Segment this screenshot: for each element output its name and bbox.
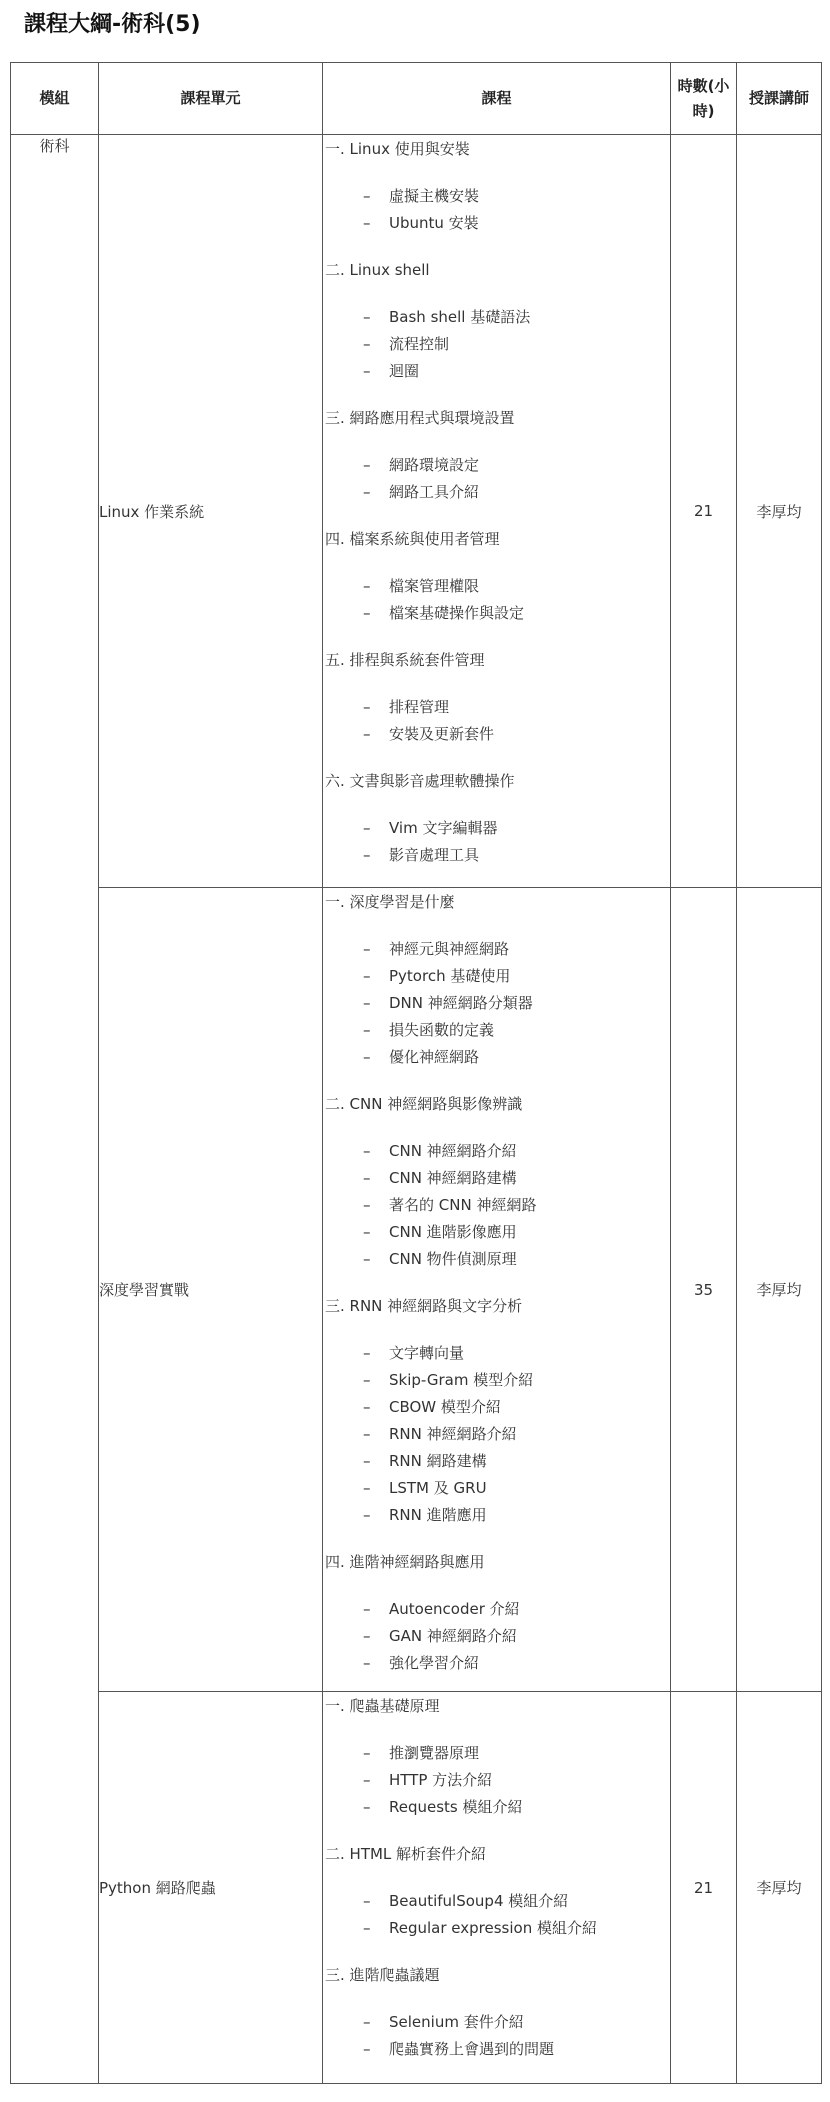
table-body [11,135,822,2084]
section-title: 三. 網路應用程式與環境設置 [325,409,515,427]
syllabus-table [10,62,822,2084]
dash-bullet-icon: – [363,1798,371,1816]
list-item-text: LSTM 及 GRU [389,1479,487,1497]
section-title: 二. Linux shell [325,261,430,279]
section-title: 二. HTML 解析套件介紹 [325,1845,487,1863]
topic-list [323,936,670,1071]
list-item-text: Bash shell 基礎語法 [389,308,531,326]
list-item [323,1394,670,1421]
dash-bullet-icon: – [363,1479,371,1497]
dash-bullet-icon: – [363,698,371,716]
list-item [323,358,670,385]
list-item [323,815,670,842]
dash-bullet-icon: – [363,335,371,353]
section-title: 六. 文書與影音處理軟體操作 [325,772,515,790]
unit-cell: Python 網路爬蟲 [99,1692,323,2084]
dash-bullet-icon: – [363,362,371,380]
unit-cell: 深度學習實戰 [99,888,323,1692]
list-item [323,1502,670,1529]
dash-bullet-icon: – [363,1169,371,1187]
list-item-text: CNN 進階影像應用 [389,1223,517,1241]
list-item [323,1596,670,1623]
list-item-text: Skip-Gram 模型介紹 [389,1371,534,1389]
topic-list [323,573,670,627]
section-title: 一. 爬蟲基礎原理 [325,1697,440,1715]
dash-bullet-icon: – [363,2013,371,2031]
list-item [323,1475,670,1502]
list-item-text: CNN 神經網路介紹 [389,1142,517,1160]
dash-bullet-icon: – [363,1744,371,1762]
list-item [323,183,670,210]
list-item-text: 網路工具介紹 [389,483,480,501]
list-item [323,573,670,600]
list-item-text: Selenium 套件介紹 [389,2013,524,2031]
list-item-text: CBOW 模型介紹 [389,1398,501,1416]
table-row [11,888,822,1692]
list-item-text: 排程管理 [389,698,450,716]
list-item [323,1246,670,1273]
list-item [323,1138,670,1165]
dash-bullet-icon: – [363,456,371,474]
list-item [323,1794,670,1821]
list-item [323,694,670,721]
list-item [323,1367,670,1394]
dash-bullet-icon: – [363,1654,371,1672]
dash-bullet-icon: – [363,1627,371,1645]
teacher-cell: 李厚均 [737,135,822,888]
topic-list [323,183,670,237]
dash-bullet-icon: – [363,2040,371,2058]
dash-bullet-icon: – [363,846,371,864]
list-item-text: 安裝及更新套件 [389,725,495,743]
list-item [323,210,670,237]
list-item [323,1044,670,1071]
list-item-text: 神經元與神經網路 [389,940,510,958]
list-item [323,1219,670,1246]
dash-bullet-icon: – [363,1223,371,1241]
list-item-text: Ubuntu 安裝 [389,214,479,232]
list-item-text: 檔案管理權限 [389,577,480,595]
list-item [323,600,670,627]
list-item-text: Vim 文字編輯器 [389,819,498,837]
unit-cell: Linux 作業系統 [99,135,323,888]
dash-bullet-icon: – [363,1892,371,1910]
section-title: 三. 進階爬蟲議題 [325,1966,440,1984]
list-item [323,452,670,479]
dash-bullet-icon: – [363,1919,371,1937]
dash-bullet-icon: – [363,1506,371,1524]
header-row [11,63,822,135]
list-item [323,936,670,963]
list-item-text: DNN 神經網路分類器 [389,994,533,1012]
dash-bullet-icon: – [363,1425,371,1443]
list-item [323,304,670,331]
dash-bullet-icon: – [363,483,371,501]
section-title: 四. 檔案系統與使用者管理 [325,530,500,548]
list-item-text: Autoencoder 介紹 [389,1600,520,1618]
dash-bullet-icon: – [363,604,371,622]
topic-list [323,815,670,869]
topic-list [323,452,670,506]
topic-list [323,1596,670,1677]
section-title: 二. CNN 神經網路與影像辨識 [325,1095,523,1113]
list-item [323,1888,670,1915]
teacher-cell: 李厚均 [737,888,822,1692]
list-item-text: CNN 物件偵測原理 [389,1250,517,1268]
dash-bullet-icon: – [363,1048,371,1066]
list-item-text: 著名的 CNN 神經網路 [389,1196,537,1214]
dash-bullet-icon: – [363,214,371,232]
list-item [323,1740,670,1767]
dash-bullet-icon: – [363,940,371,958]
table-row [11,1692,822,2084]
list-item [323,331,670,358]
page-title: 課程大綱-術科(5) [24,12,201,37]
list-item [323,2009,670,2036]
section-title: 五. 排程與系統套件管理 [325,651,485,669]
dash-bullet-icon: – [363,1398,371,1416]
list-item-text: RNN 進階應用 [389,1506,487,1524]
dash-bullet-icon: – [363,308,371,326]
list-item [323,721,670,748]
header-teacher: 授課講師 [737,63,822,135]
header-unit: 課程單元 [99,63,323,135]
list-item [323,1650,670,1677]
dash-bullet-icon: – [363,1600,371,1618]
topic-list [323,694,670,748]
list-item-text: BeautifulSoup4 模組介紹 [389,1892,569,1910]
list-item-text: HTTP 方法介紹 [389,1771,493,1789]
topic-list [323,1888,670,1942]
dash-bullet-icon: – [363,1771,371,1789]
module-cell: 術科 [11,135,99,2084]
dash-bullet-icon: – [363,725,371,743]
section-title: 一. Linux 使用與安裝 [325,140,470,158]
topic-list [323,1340,670,1529]
list-item [323,963,670,990]
header-hours: 時數(小時) [671,63,737,135]
list-item-text: CNN 神經網路建構 [389,1169,517,1187]
dash-bullet-icon: – [363,819,371,837]
course-content-cell [323,1692,671,2084]
list-item [323,1448,670,1475]
topic-list [323,1138,670,1273]
list-item-text: 檔案基礎操作與設定 [389,604,525,622]
topic-list [323,1740,670,1821]
list-item-text: 網路環境設定 [389,456,480,474]
list-item-text: 爬蟲實務上會遇到的問題 [389,2040,555,2058]
section-title: 三. RNN 神經網路與文字分析 [325,1297,523,1315]
dash-bullet-icon: – [363,1196,371,1214]
list-item [323,2036,670,2063]
list-item-text: 損失函數的定義 [389,1021,495,1039]
list-item [323,1421,670,1448]
topic-list [323,2009,670,2063]
list-item-text: RNN 神經網路介紹 [389,1425,517,1443]
dash-bullet-icon: – [363,577,371,595]
topic-list [323,304,670,385]
list-item-text: 虛擬主機安裝 [389,187,480,205]
list-item-text: 流程控制 [389,335,450,353]
list-item [323,990,670,1017]
list-item-text: Regular expression 模組介紹 [389,1919,597,1937]
hours-cell: 35 [671,888,737,1692]
dash-bullet-icon: – [363,1452,371,1470]
hours-cell: 21 [671,1692,737,2084]
list-item-text: Requests 模組介紹 [389,1798,523,1816]
dash-bullet-icon: – [363,187,371,205]
hours-cell: 21 [671,135,737,888]
course-content-cell [323,135,671,888]
dash-bullet-icon: – [363,1250,371,1268]
list-item [323,1767,670,1794]
list-item [323,1915,670,1942]
teacher-cell: 李厚均 [737,1692,822,2084]
list-item-text: 影音處理工具 [389,846,480,864]
dash-bullet-icon: – [363,1344,371,1362]
dash-bullet-icon: – [363,967,371,985]
list-item-text: 推瀏覽器原理 [389,1744,480,1762]
dash-bullet-icon: – [363,994,371,1012]
list-item [323,1017,670,1044]
list-item-text: Pytorch 基礎使用 [389,967,511,985]
header-course: 課程 [323,63,671,135]
list-item [323,1192,670,1219]
course-content-cell [323,888,671,1692]
list-item-text: GAN 神經網路介紹 [389,1627,517,1645]
list-item [323,842,670,869]
list-item-text: 優化神經網路 [389,1048,480,1066]
list-item [323,1623,670,1650]
list-item-text: 文字轉向量 [389,1344,465,1362]
header-module: 模組 [11,63,99,135]
list-item [323,1165,670,1192]
list-item [323,1340,670,1367]
table-row [11,135,822,888]
list-item [323,479,670,506]
list-item-text: RNN 網路建構 [389,1452,487,1470]
section-title: 一. 深度學習是什麼 [325,893,455,911]
dash-bullet-icon: – [363,1371,371,1389]
dash-bullet-icon: – [363,1021,371,1039]
list-item-text: 強化學習介紹 [389,1654,480,1672]
dash-bullet-icon: – [363,1142,371,1160]
section-title: 四. 進階神經網路與應用 [325,1553,485,1571]
list-item-text: 迴圈 [389,362,420,380]
